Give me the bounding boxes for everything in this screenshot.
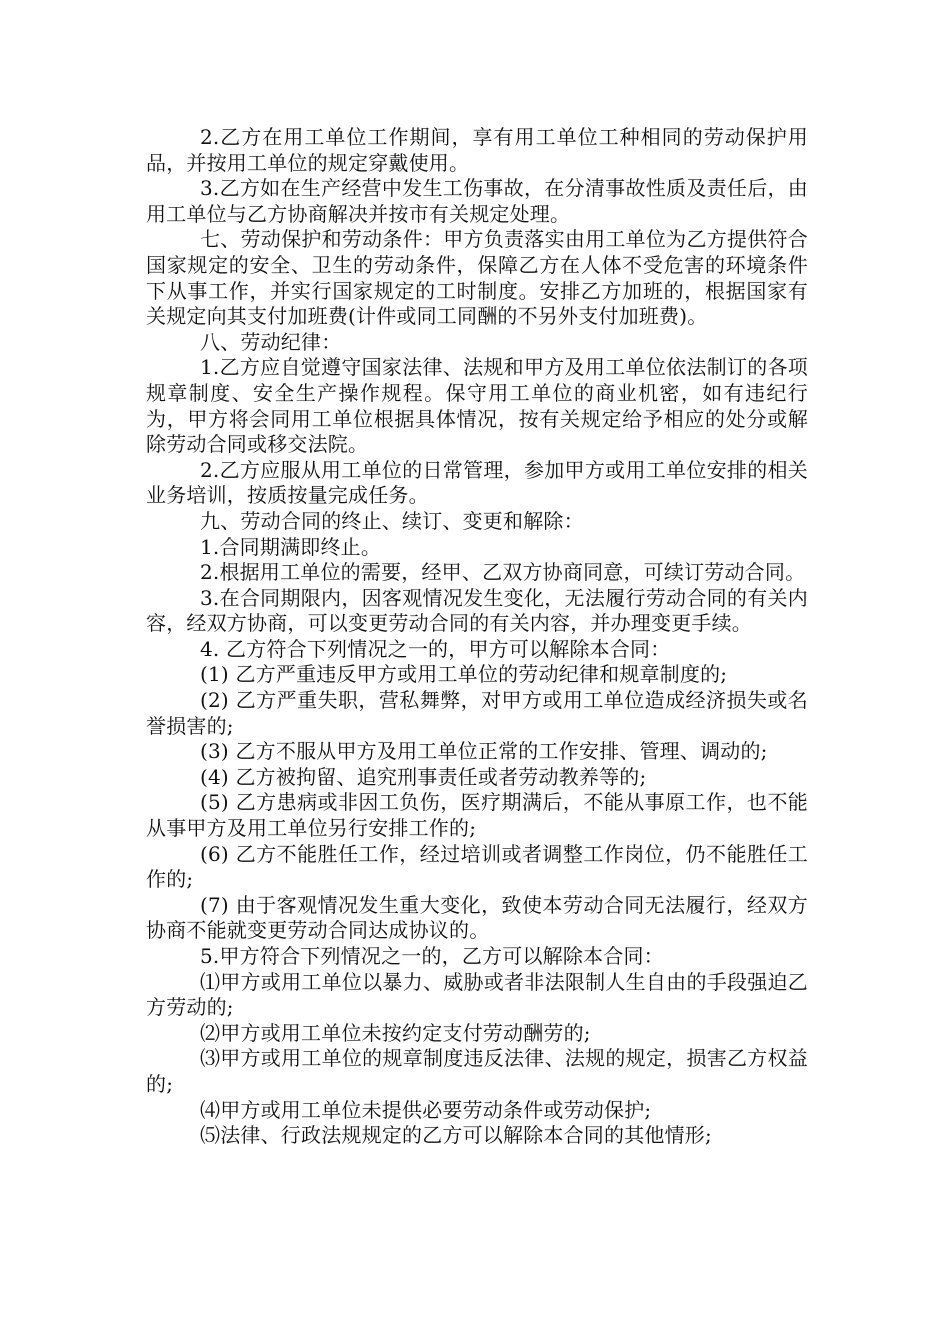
paragraph-resignation-5: 5.甲方符合下列情况之一的，乙方可以解除本合同： xyxy=(200,944,664,968)
paragraph-change-3: 3.在合同期限内，因客观情况发生变化，无法履行劳动合同的有关内容，经双方协商，可以变更劳动合同的有关内容，并办理变更手续。 xyxy=(146,585,808,636)
contract-body xyxy=(146,125,808,1149)
list-item-dismissal-5: (5) 乙方患病或非因工负伤，医疗期满后，不能从事原工作，也不能从事甲方及用工单位另行安排工作的; xyxy=(146,790,808,841)
paragraph-protective-equipment: 2.乙方在用工单位工作期间，享有用工单位工种相同的劳动保护用品，并按用工单位的规定穿戴使用。 xyxy=(146,125,808,175)
list-item-dismissal-7: (7) 由于客观情况发生重大变化，致使本劳动合同无法履行，经双方协商不能就变更劳动合同达成协议的。 xyxy=(146,892,808,943)
section-9-heading: 九、劳动合同的终止、续订、变更和解除： xyxy=(200,508,584,533)
paragraph-discipline-1: 1.乙方应自觉遵守国家法律、法规和甲方及用工单位依法制订的各项规章制度、安全生产操作规程。保守用工单位的商业机密，如有违纪行为，甲方将会同用工单位根据具体情况，按有关规定给予相应的处分或解除劳动合同或移交法院。 xyxy=(146,355,808,457)
list-item-resignation-4: ⑷甲方或用工单位未提供必要劳动条件或劳动保护; xyxy=(200,1097,652,1122)
list-item-resignation-1: ⑴甲方或用工单位以暴力、威胁或者非法限制人生自由的手段强迫乙方劳动的; xyxy=(146,969,808,1020)
paragraph-dismissal-4: 4. 乙方符合下列情况之一的，甲方可以解除本合同： xyxy=(200,636,671,661)
list-item-dismissal-1: (1) 乙方严重违反甲方或用工单位的劳动纪律和规章制度的; xyxy=(200,662,728,687)
list-item-resignation-5: ⑸法律、行政法规规定的乙方可以解除本合同的其他情形; xyxy=(200,1123,712,1148)
paragraph-renewal-2: 2.根据用工单位的需要，经甲、乙双方协商同意，可续订劳动合同。 xyxy=(200,560,806,585)
section-7-labor-protection: 七、劳动保护和劳动条件：甲方负责落实由用工单位为乙方提供符合国家规定的安全、卫生的劳动条件，保障乙方在人体不受危害的环境条件下从事工作，并实行国家规定的工时制度。安排乙方加班的，根据国家有关规定向其支付加班费(计件或同工同酬的不另外支付加班费)。 xyxy=(146,227,808,329)
paragraph-discipline-2: 2.乙方应服从用工单位的日常管理，参加甲方或用工单位安排的相关业务培训，按质按量完成任务。 xyxy=(146,457,808,508)
list-item-dismissal-3: (3) 乙方不服从甲方及用工单位正常的工作安排、管理、调动的; xyxy=(200,739,768,764)
list-item-dismissal-4: (4) 乙方被拘留、追究刑事责任或者劳动教养等的; xyxy=(200,764,647,789)
paragraph-termination-1: 1.合同期满即终止。 xyxy=(200,534,382,559)
list-item-resignation-3: ⑶甲方或用工单位的规章制度违反法律、法规的规定，损害乙方权益的; xyxy=(146,1046,808,1096)
list-item-resignation-2: ⑵甲方或用工单位未按约定支付劳动酬劳的; xyxy=(200,1020,591,1045)
list-item-dismissal-2: (2) 乙方严重失职，营私舞弊，对甲方或用工单位造成经济损失或名誉损害的; xyxy=(146,688,808,738)
list-item-dismissal-6: (6) 乙方不能胜任工作，经过培训或者调整工作岗位，仍不能胜任工作的; xyxy=(146,841,808,892)
section-8-heading: 八、劳动纪律： xyxy=(200,329,342,354)
paragraph-work-injury: 3.乙方如在生产经营中发生工伤事故，在分清事故性质及责任后，由用工单位与乙方协商解决并按市有关规定处理。 xyxy=(146,176,808,226)
